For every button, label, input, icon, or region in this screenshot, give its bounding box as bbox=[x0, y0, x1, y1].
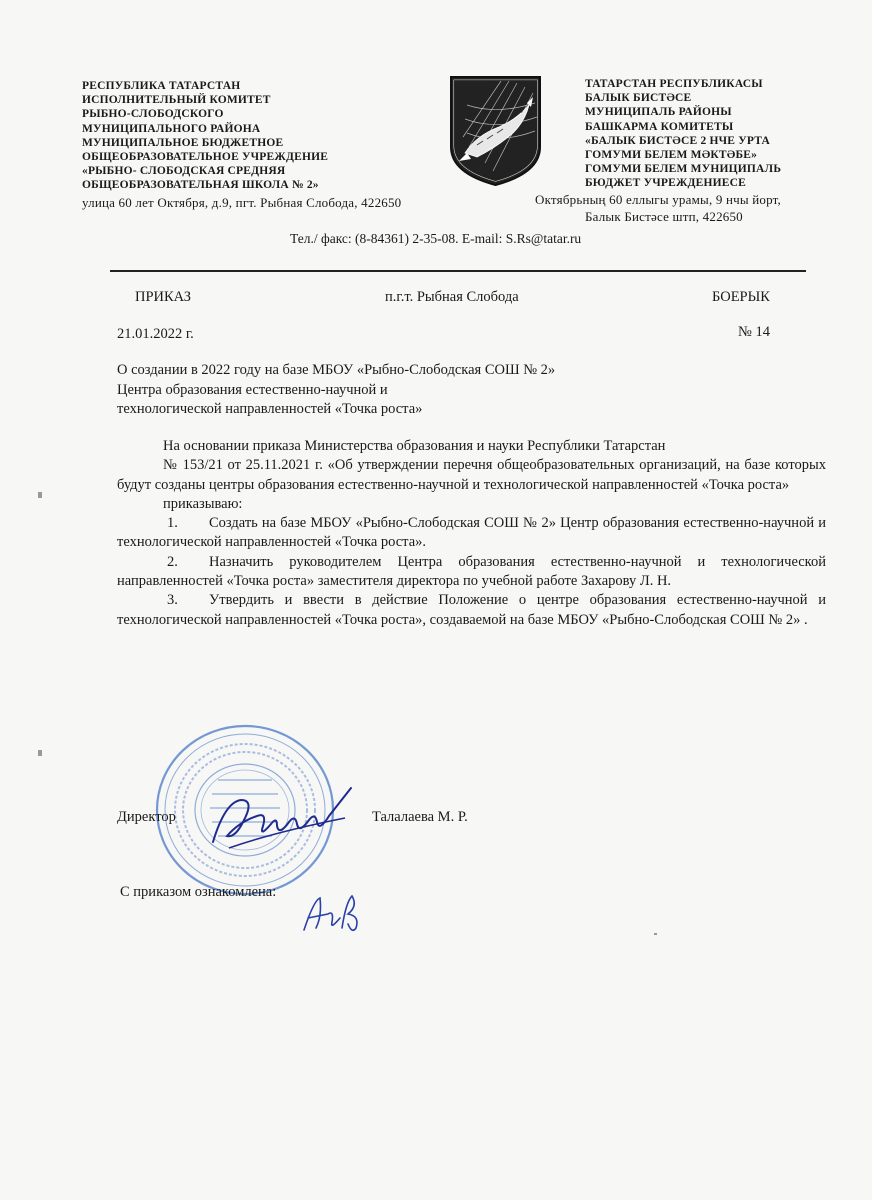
header-left-line: МУНИЦИПАЛЬНОЕ БЮДЖЕТНОЕ bbox=[82, 136, 284, 149]
doc-type-tt: БОЕРЫК bbox=[712, 289, 770, 305]
signature-position: Директор bbox=[117, 809, 176, 825]
header-left-line: МУНИЦИПАЛЬНОГО РАЙОНА bbox=[82, 122, 261, 135]
item-number: 2. bbox=[167, 553, 178, 570]
subject-line: О создании в 2022 году на базе МБОУ «Рыбно-Слободская СОШ № 2» bbox=[117, 362, 556, 378]
order-item-2 bbox=[117, 553, 826, 592]
doc-place: п.г.т. Рыбная Слобода bbox=[385, 289, 519, 305]
order-item-1 bbox=[117, 514, 826, 553]
header-left-line: РЫБНО-СЛОБОДСКОГО bbox=[82, 108, 224, 121]
header-left-line: ОБЩЕОБРАЗОВАТЕЛЬНАЯ ШКОЛА № 2» bbox=[82, 179, 319, 192]
order-subject bbox=[117, 361, 555, 420]
doc-date: 21.01.2022 г. bbox=[117, 326, 194, 342]
director-signature bbox=[205, 782, 355, 857]
header-left-line: ОБЩЕОБРАЗОВАТЕЛЬНОЕ УЧРЕЖДЕНИЕ bbox=[82, 151, 329, 164]
contacts-line: Тел./ факс: (8-84361) 2-35-08. E-mail: S.Rs@tatar.ru bbox=[290, 231, 582, 246]
header-left-line: РЕСПУБЛИКА ТАТАРСТАН bbox=[82, 80, 241, 92]
acknowledged-label: С приказом ознакомлена: bbox=[120, 884, 277, 900]
header-right-address-line1: Октябрьның 60 еллыгы урамы, 9 нчы йорт, bbox=[535, 191, 782, 207]
header-left-address: улица 60 лет Октября, д.9, пгт. Рыбная Слобода, 422650 bbox=[82, 194, 402, 210]
header-left-block bbox=[82, 79, 462, 211]
header-right-line: БАЛЫК БИСТӘСЕ bbox=[585, 92, 692, 105]
doc-number: № 14 bbox=[738, 324, 770, 340]
order-item-3 bbox=[117, 591, 826, 630]
item-text: Назначить руководителем Центра образования естественно-научной и технологической направленностей «Точка роста» заместителя директора по учебной работе Захарову Л. Н. bbox=[117, 553, 826, 590]
subject-line: Центра образования естественно-научной и bbox=[117, 381, 388, 398]
item-number: 1. bbox=[167, 515, 178, 532]
order-body bbox=[117, 437, 826, 630]
header-right-line: БАШКАРМА КОМИТЕТЫ bbox=[585, 120, 734, 133]
item-text: Утвердить и ввести в действие Положение о центре образования естественно-научной и технологической направленностей «Точка роста», создаваемой на базе МБОУ «Рыбно-Слободская СОШ № 2» . bbox=[117, 592, 826, 628]
header-right-line: МУНИЦИПАЛЬ РАЙОНЫ bbox=[585, 106, 732, 119]
header-divider bbox=[110, 270, 806, 272]
header-right-block bbox=[535, 77, 845, 225]
acknowledgement-signature bbox=[298, 890, 368, 935]
subject-line: технологической направленностей «Точка роста» bbox=[117, 401, 423, 417]
header-right-line: ГОМУМИ БЕЛЕМ МУНИЦИПАЛЬ bbox=[585, 163, 782, 176]
doc-type-ru: ПРИКАЗ bbox=[135, 289, 192, 305]
header-left-line: ИСПОЛНИТЕЛЬНЫЙ КОМИТЕТ bbox=[82, 94, 271, 107]
header-right-line: «БАЛЫК БИСТӘСЕ 2 НЧЕ УРТА bbox=[585, 134, 771, 147]
header-right-address-line2: Балык Бистәсе штп, 422650 bbox=[585, 208, 743, 224]
basis-text: № 153/21 от 25.11.2021 г. «Об утверждении перечня общеобразовательных организаций, на базе которых будут созданы центры образования естественно-научной и технологической направленностей «Точка роста» bbox=[117, 457, 826, 493]
coat-of-arms-emblem bbox=[447, 75, 544, 187]
signature-name: Талалаева М. Р. bbox=[372, 809, 468, 825]
header-right-line: ГОМУМИ БЕЛЕМ МӘКТӘБЕ» bbox=[585, 149, 758, 162]
header-left-line: «РЫБНО- СЛОБОДСКАЯ СРЕДНЯЯ bbox=[82, 165, 286, 178]
header-right-line: ТАТАРСТАН РЕСПУБЛИКАСЫ bbox=[585, 78, 763, 90]
header-right-line: БЮДЖЕТ УЧРЕЖДЕНИЕСЕ bbox=[585, 177, 747, 190]
basis-line1: На основании приказа Министерства образования и науки Республики Татарстан bbox=[163, 438, 666, 454]
order-word: приказываю: bbox=[163, 495, 243, 512]
item-number: 3. bbox=[167, 592, 178, 609]
item-text: Создать на базе МБОУ «Рыбно-Слободская СОШ № 2» Центр образования естественно-научной и технологической направленностей «Точка роста». bbox=[117, 515, 826, 551]
